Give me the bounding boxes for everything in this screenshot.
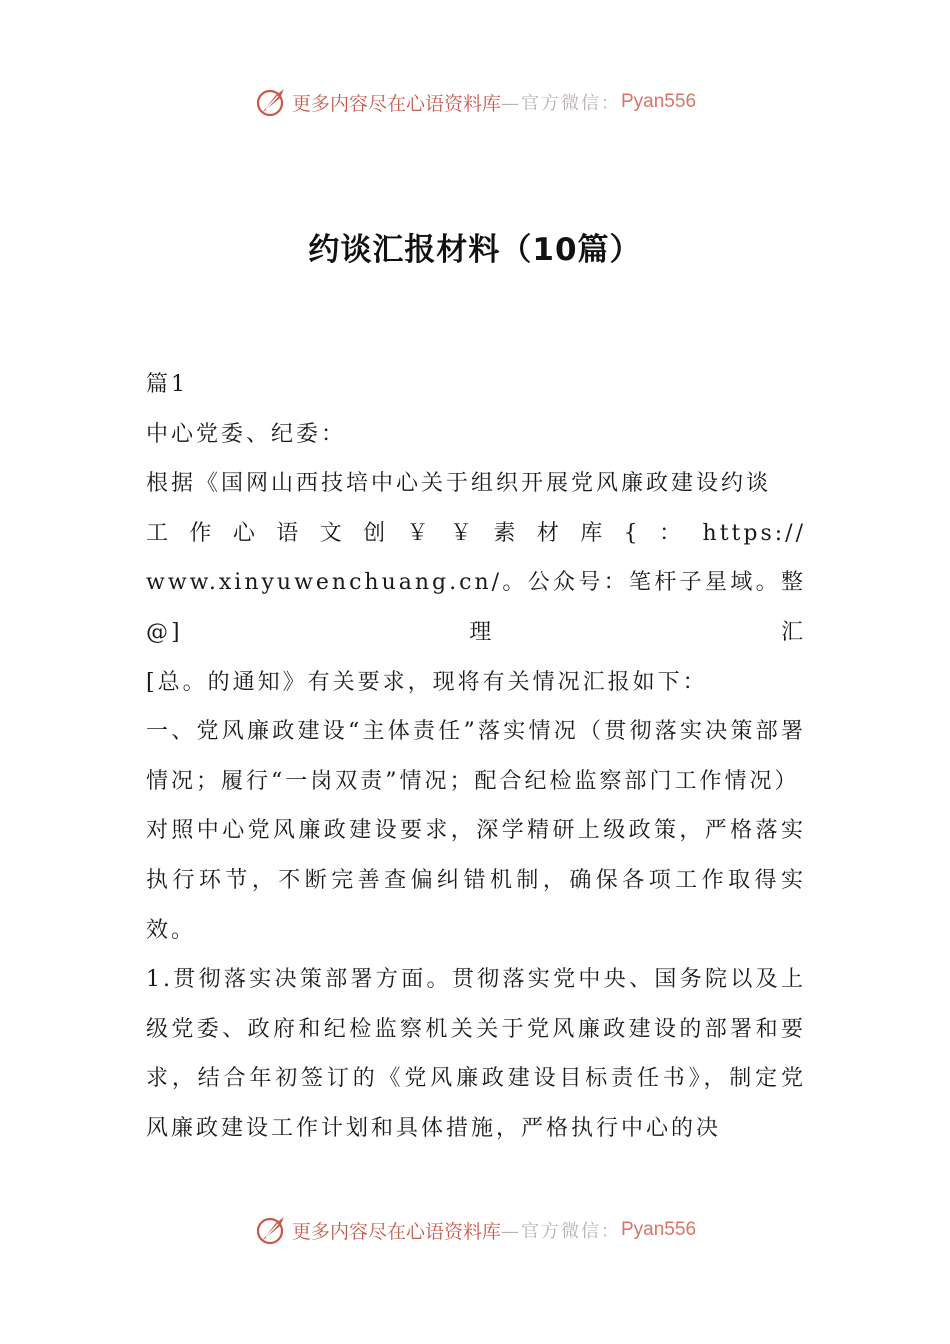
body-paragraph: www.xinyuwenchuang.cn/。公众号：笔杆子星域。整@]理汇 [146,570,806,645]
banner-tagline: 更多内容尽在心语资料库 [291,92,501,115]
body-paragraph: 对照中心党风廉政建设要求，深学精研上级政策，严格落实执行环节，不断完善查偏纠错机制，确保各项工作取得实效。 [146,818,806,943]
body-paragraph: 根据《国网山西技培中心关于组织开展党风廉政建设约谈 [146,471,772,497]
banner-wechat-label: —官方微信： [501,1221,621,1242]
header-banner [0,82,950,122]
body-paragraph: 1.贯彻落实决策部署方面。贯彻落实党中央、国务院以及上级党委、政府和纪检监察机关关于党风廉政建设的部署和要求，结合年初签订的《党风廉政建设目标责任书》，制定党风廉政建设工作计划和具体措施，严格执行中心的决 [146,967,806,1141]
banner-wechat-id: Pyan556 [621,91,697,112]
document-body [146,360,806,1154]
document-title: 约谈汇报材料（10篇） [308,232,642,268]
banner-wechat-label: —官方微信： [501,93,621,114]
section-heading: 篇1 [146,372,188,397]
section-heading: 一、党风廉政建设“主体责任”落实情况（贯彻落实决策部署情况；履行“一岗双责”情况；配合纪检监察部门工作情况） [146,719,806,794]
footer-banner [0,1210,950,1250]
banner-tagline: 更多内容尽在心语资料库 [291,1220,501,1243]
quill-logo-icon [254,85,288,119]
body-paragraph: [总。的通知》有关要求，现将有关情况汇报如下： [146,669,708,695]
banner-wechat-id: Pyan556 [621,1219,697,1240]
body-paragraph: 工作心语文创￥￥素材库{：https:// [146,520,806,546]
quill-logo-icon [254,1213,288,1247]
salutation: 中心党委、纪委： [146,421,347,447]
